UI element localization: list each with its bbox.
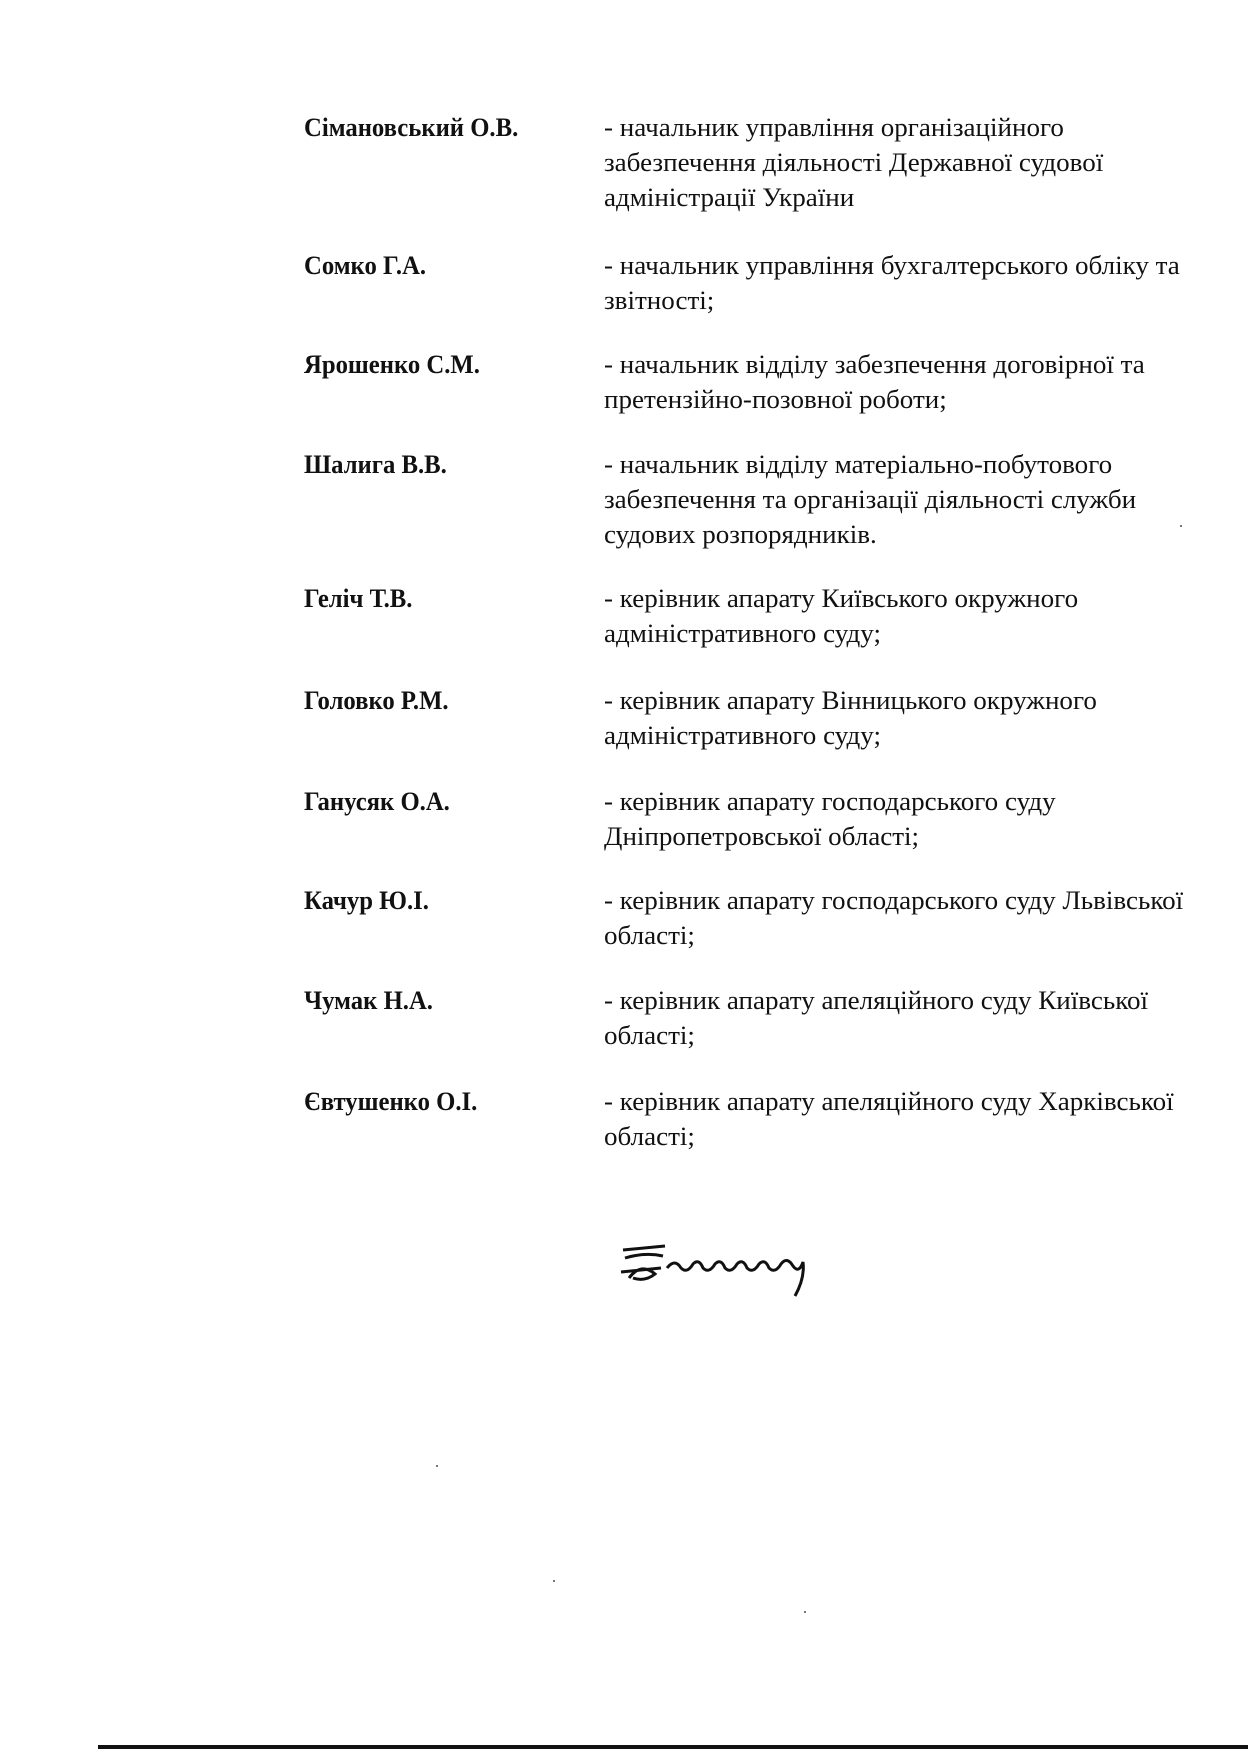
bottom-rule — [98, 1745, 1248, 1749]
position-line: судових розпорядників. — [604, 520, 877, 549]
position-line: адміністрації України — [604, 183, 855, 212]
position-line: - керівник апарату апеляційного суду Харківської — [604, 1087, 1174, 1116]
member-name: Качур Ю.І. — [304, 886, 429, 915]
position-line: - начальник управління бухгалтерського обліку та — [604, 251, 1180, 280]
position-line: області; — [604, 1122, 695, 1151]
position-line: - керівник апарату апеляційного суду Київської — [604, 986, 1149, 1015]
position-line: області; — [604, 1021, 695, 1050]
member-position — [604, 983, 1148, 1053]
position-line: - керівник апарату господарського суду Львівської — [604, 886, 1184, 915]
member-position — [604, 784, 1056, 854]
member-name: Шалига В.В. — [304, 450, 447, 479]
member-name: Чумак Н.А. — [304, 986, 433, 1015]
member-name: Ганусяк О.А. — [304, 787, 450, 816]
member-position — [604, 248, 1180, 318]
scan-speck — [436, 1465, 438, 1467]
member-position — [604, 1084, 1174, 1154]
scan-speck — [804, 1611, 806, 1613]
member-position — [604, 683, 1097, 753]
position-line: адміністративного суду; — [604, 721, 881, 750]
member-name: Сомко Г.А. — [304, 251, 427, 280]
position-line: області; — [604, 921, 695, 950]
position-line: Дніпропетровської області; — [604, 822, 920, 851]
position-line: - начальник відділу матеріально-побутового — [604, 450, 1113, 479]
member-position — [604, 447, 1136, 552]
position-line: звітності; — [604, 286, 715, 315]
position-line: - начальник управління організаційного — [604, 113, 1064, 142]
member-name: Ярошенко С.М. — [304, 350, 480, 379]
member-position — [604, 883, 1183, 953]
scan-speck — [1180, 525, 1182, 527]
position-line: - керівник апарату Вінницького окружного — [604, 686, 1097, 715]
position-line: адміністративного суду; — [604, 619, 881, 648]
handwritten-signature — [615, 1238, 820, 1300]
position-line: претензійно-позовної роботи; — [604, 385, 947, 414]
member-name: Сімановський О.В. — [304, 113, 519, 142]
position-line: забезпечення діяльності Державної судової — [604, 148, 1104, 177]
position-line: забезпечення та організації діяльності служби — [604, 485, 1137, 514]
member-position — [604, 347, 1145, 417]
member-position — [604, 581, 1078, 651]
member-position — [604, 110, 1103, 215]
member-name: Геліч Т.В. — [304, 584, 413, 613]
position-line: - керівник апарату Київського окружного — [604, 584, 1079, 613]
position-line: - начальник відділу забезпечення договірної та — [604, 350, 1145, 379]
member-name: Головко Р.М. — [304, 686, 449, 715]
scan-speck — [553, 1580, 555, 1582]
member-name: Євтушенко О.І. — [304, 1087, 478, 1116]
position-line: - керівник апарату господарського суду — [604, 787, 1056, 816]
